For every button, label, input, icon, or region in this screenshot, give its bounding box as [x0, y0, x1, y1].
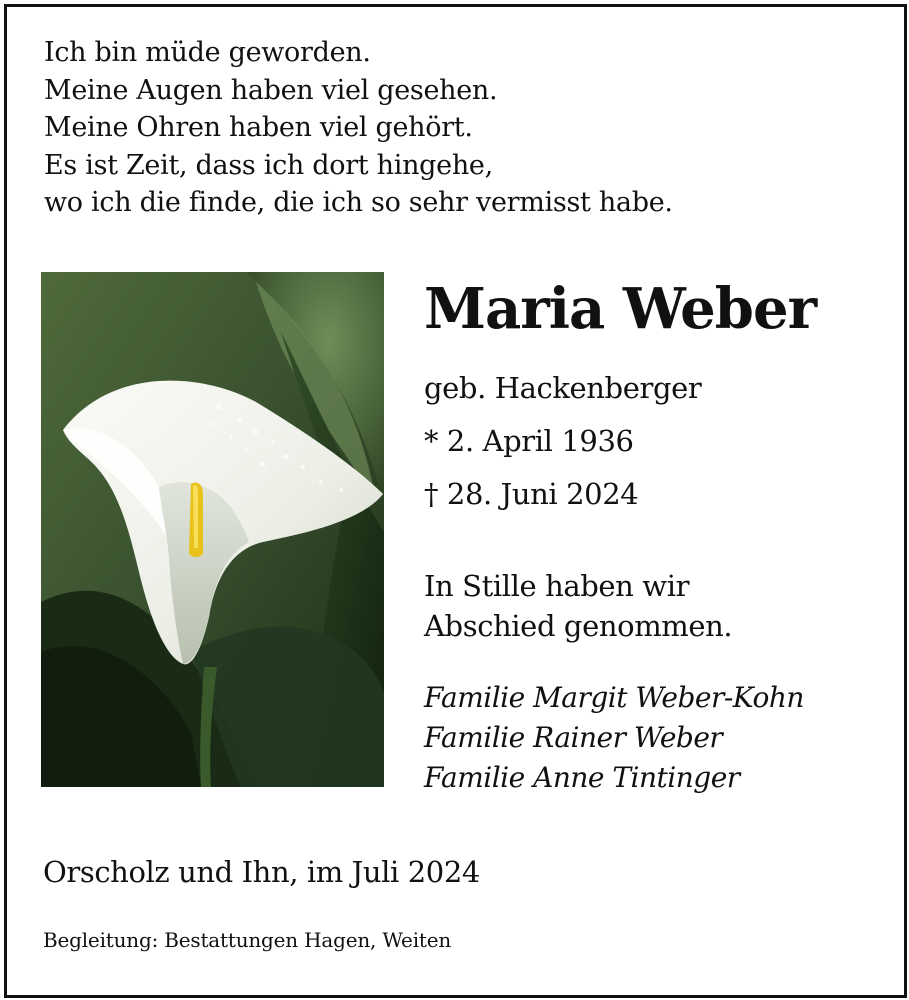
undertaker-credit: Begleitung: Bestattungen Hagen, Weiten — [43, 928, 452, 952]
farewell-message-line: In Stille haben wir — [424, 569, 690, 603]
maiden-name: geb. Hackenberger — [424, 371, 702, 405]
mourning-families — [424, 678, 804, 798]
calla-lily-icon — [41, 272, 384, 787]
family-entry: Familie Anne Tintinger — [424, 761, 740, 794]
poem — [44, 34, 673, 222]
family-entry: Familie Rainer Weber — [424, 721, 723, 754]
family-entry: Familie Margit Weber-Kohn — [424, 681, 804, 714]
calla-lily-photo — [41, 272, 384, 787]
life-dates — [424, 362, 701, 521]
poem-line: Meine Augen haben viel gesehen. — [44, 74, 498, 106]
place-date: Orscholz und Ihn, im Juli 2024 — [43, 855, 480, 889]
poem-line: wo ich die finde, die ich so sehr vermisst habe. — [44, 187, 673, 218]
deceased-name: Maria Weber — [424, 276, 817, 342]
death-date: † 28. Juni 2024 — [424, 477, 639, 511]
farewell-message — [424, 566, 732, 646]
poem-line: Meine Ohren haben viel gehört. — [44, 112, 473, 143]
poem-line: Ich bin müde geworden. — [44, 37, 371, 68]
birth-date: * 2. April 1936 — [424, 424, 634, 458]
poem-line: Es ist Zeit, dass ich dort hingehe, — [44, 149, 493, 181]
farewell-message-line: Abschied genommen. — [424, 609, 733, 643]
